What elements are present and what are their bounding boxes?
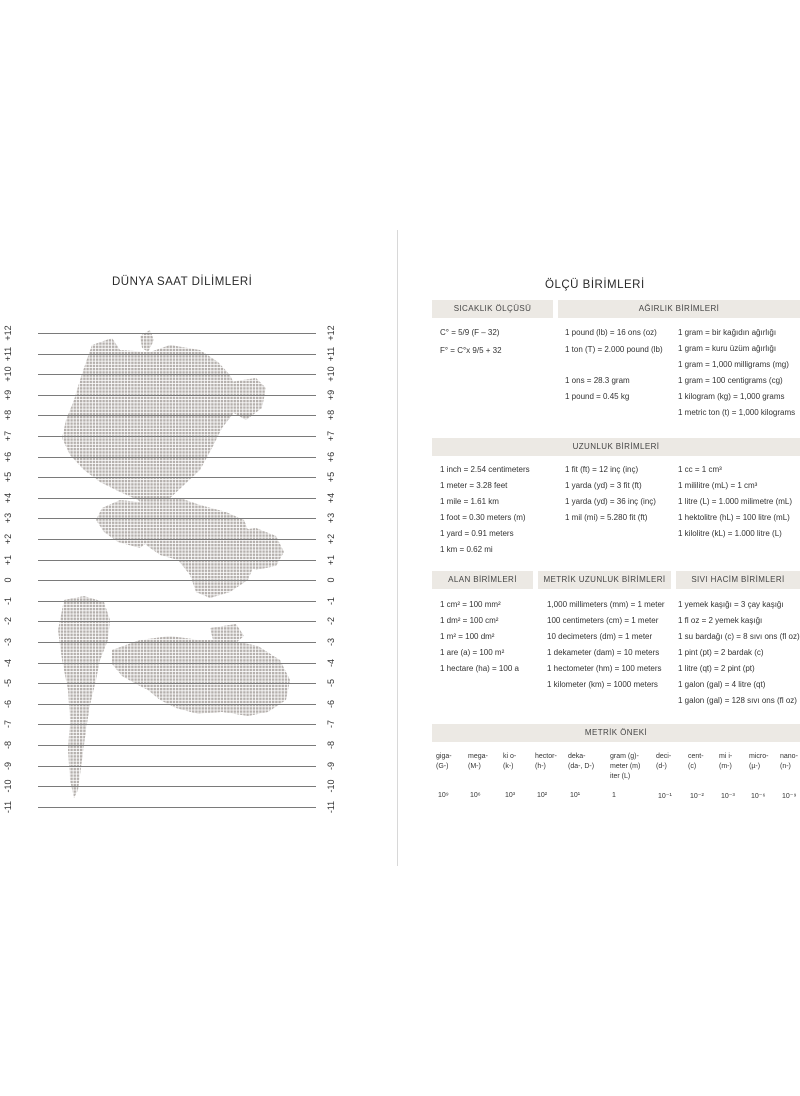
metric-prefix-name-line: meter (m) — [610, 763, 641, 770]
time-zone-line — [38, 333, 316, 334]
metric-prefix-name — [535, 752, 557, 772]
time-zone-label-right: +7 — [326, 430, 336, 442]
time-zone-label-left: +12 — [3, 325, 13, 341]
time-zone-label-right: -11 — [326, 800, 336, 813]
metric-prefix-value: 10⁻⁹ — [782, 793, 797, 800]
metric-prefix-name — [688, 752, 704, 772]
time-zone-line — [38, 415, 316, 416]
volume-conversion: 1 hektolitre (hL) = 100 litre (mL) — [678, 513, 790, 522]
time-zone-line — [38, 354, 316, 355]
length-conversion: 1 meter = 3.28 feet — [440, 481, 508, 490]
temperature-formula: F° = C°x 9/5 + 32 — [440, 346, 502, 355]
time-zone-line — [38, 807, 316, 808]
metric-prefix-name-line: ki o- — [503, 753, 517, 760]
metric-prefix-name-line: (µ-) — [749, 763, 761, 770]
time-zone-line — [38, 663, 316, 664]
metric-prefix-value: 10³ — [505, 792, 516, 799]
time-zone-label-right: +3 — [326, 513, 336, 524]
volume-conversion: 1 litre (L) = 1.000 milimetre (mL) — [678, 497, 793, 506]
south-america-landmass — [58, 596, 110, 798]
time-zone-label-left: -7 — [3, 720, 13, 729]
liquid-volume-conversion: 1 pint (pt) = 2 bardak (c) — [678, 648, 764, 657]
length-conversion: 1 fit (ft) = 12 inç (inç) — [565, 465, 639, 474]
time-zone-line — [38, 539, 316, 540]
time-zone-label-right: +11 — [326, 346, 336, 361]
europe-landmass — [96, 500, 150, 548]
metric-length-conversion: 10 decimeters (dm) = 1 meter — [547, 632, 653, 641]
weight-conversion: 1 gram = bir kağıdın ağırlığı — [678, 328, 777, 337]
metric-prefix-value: 10² — [537, 792, 548, 799]
weight-conversion: 1 pound = 0.45 kg — [565, 392, 630, 401]
time-zone-label-left: +4 — [3, 492, 13, 503]
time-zone-label-right: +8 — [326, 410, 336, 421]
time-zone-label-left: 0 — [3, 577, 13, 583]
time-zone-line — [38, 498, 316, 499]
metric-prefix-name — [468, 752, 488, 772]
metric-length-header: METRİK UZUNLUK BİRİMLERİ — [538, 571, 671, 589]
area-conversion: 1 cm² = 100 mm² — [440, 600, 501, 609]
time-zone-label-left: +2 — [3, 533, 13, 545]
time-zone-line — [38, 786, 316, 787]
time-zone-label-right: +2 — [326, 533, 336, 545]
metric-prefix-header: METRİK ÖNEKİ — [432, 724, 800, 742]
time-zone-label-right: -1 — [326, 596, 336, 605]
area-header: ALAN BİRİMLERİ — [432, 571, 533, 589]
metric-prefix-name-line: (G-) — [436, 763, 449, 770]
time-zone-label-left: -8 — [3, 740, 13, 750]
world-time-zones-title: DÜNYA SAAT DİLİMLERİ — [112, 276, 253, 288]
liquid-volume-conversion: 1 fl oz = 2 yemek kaşığı — [678, 616, 763, 625]
length-header: UZUNLUK BİRİMLERİ — [432, 438, 800, 456]
temperature-formula: C° = 5/9 (F – 32) — [440, 328, 500, 337]
time-zone-label-left: +7 — [3, 430, 13, 442]
time-zone-label-left: -2 — [3, 617, 13, 626]
volume-conversion: 1 cc = 1 cm³ — [678, 465, 722, 474]
time-zone-label-right: +6 — [326, 451, 336, 462]
metric-prefix-name-line: nano- — [780, 753, 798, 760]
time-zone-label-right: +5 — [326, 472, 336, 483]
time-zone-line — [38, 518, 316, 519]
time-zone-label-right: -10 — [326, 779, 336, 793]
length-conversion: 1 km = 0.62 mi — [440, 545, 493, 554]
time-zone-label-right: -7 — [326, 720, 336, 729]
time-zone-label-left: -4 — [3, 658, 13, 667]
time-zone-label-right: -8 — [326, 740, 336, 750]
area-conversion: 1 are (a) = 100 m² — [440, 648, 505, 657]
metric-length-conversion: 1 hectometer (hm) = 100 meters — [547, 664, 662, 673]
metric-prefix-name — [749, 752, 768, 772]
weight-conversion: 1 ton (T) = 2.000 pound (lb) — [565, 345, 663, 354]
metric-prefix-name-line: (c) — [688, 763, 697, 770]
time-zone-line — [38, 601, 316, 602]
weight-conversion: 1 gram = 1,000 milligrams (mg) — [678, 360, 789, 369]
time-zone-line — [38, 374, 316, 375]
time-zone-label-left: -1 — [3, 596, 13, 605]
area-conversion: 1 dm² = 100 cm² — [440, 616, 499, 625]
time-zone-label-right: +12 — [326, 325, 336, 341]
liquid-volume-conversion: 1 su bardağı (c) = 8 sıvı ons (fl oz) — [678, 632, 800, 641]
weight-conversion: 1 gram = kuru üzüm ağırlığı — [678, 344, 777, 353]
liquid-volume-conversion: 1 galon (gal) = 128 sıvı ons (fl oz) — [678, 696, 797, 705]
time-zone-label-left: -5 — [3, 679, 13, 688]
metric-prefix-value: 10⁻⁶ — [751, 793, 766, 800]
length-conversion: 1 yard = 0.91 meters — [440, 529, 514, 538]
weight-conversion: 1 gram = 100 centigrams (cg) — [678, 376, 783, 385]
weight-conversion: 1 pound (lb) = 16 ons (oz) — [565, 328, 657, 337]
time-zone-line — [38, 745, 316, 746]
metric-prefix-name — [503, 752, 516, 772]
area-conversion: 1 hectare (ha) = 100 a — [440, 664, 519, 673]
metric-prefix-name-line: (M-) — [468, 763, 481, 770]
measurement-units-title: ÖLÇÜ BİRİMLERİ — [545, 279, 645, 291]
metric-prefix-name-line: (m-) — [719, 763, 732, 770]
metric-prefix-value: 10¹ — [570, 792, 581, 799]
time-zone-label-right: +10 — [326, 366, 336, 382]
time-zone-label-right: -2 — [326, 617, 336, 626]
metric-prefix-name — [436, 752, 452, 772]
continents-graphic — [0, 0, 400, 820]
liquid-volume-conversion: 1 galon (gal) = 4 litre (qt) — [678, 680, 766, 689]
metric-prefix-name-line: cent- — [688, 753, 704, 760]
area-conversion: 1 m² = 100 dm² — [440, 632, 495, 641]
volume-conversion: 1 mililitre (mL) = 1 cm³ — [678, 481, 758, 490]
time-zone-label-right: -4 — [326, 658, 336, 667]
metric-prefix-name-line: giga- — [436, 753, 452, 760]
metric-prefix-name-line: mega- — [468, 753, 488, 760]
metric-prefix-name-line: (d-) — [656, 763, 667, 770]
length-conversion: 1 mile = 1.61 km — [440, 497, 499, 506]
liquid-volume-conversion: 1 litre (qt) = 2 pint (pt) — [678, 664, 755, 673]
time-zone-label-left: +10 — [3, 366, 13, 382]
time-zone-line — [38, 642, 316, 643]
time-zone-line — [38, 457, 316, 458]
metric-length-conversion: 1 dekameter (dam) = 10 meters — [547, 648, 660, 657]
weight-conversion: 1 metric ton (t) = 1,000 kilograms — [678, 408, 796, 417]
time-zone-label-left: -9 — [3, 761, 13, 770]
metric-prefix-value: 10⁻³ — [721, 793, 735, 800]
time-zone-label-right: 0 — [326, 577, 336, 583]
time-zone-label-left: -3 — [3, 637, 13, 647]
time-zone-line — [38, 580, 316, 581]
time-zone-line — [38, 560, 316, 561]
time-zone-label-left: +8 — [3, 410, 13, 421]
metric-prefix-name-line: gram (g)- — [610, 753, 639, 760]
length-conversion: 1 foot = 0.30 meters (m) — [440, 513, 526, 522]
time-zone-label-right: -5 — [326, 679, 336, 688]
time-zone-label-right: +4 — [326, 492, 336, 503]
metric-prefix-name-line: hector- — [535, 753, 557, 760]
time-zone-label-right: +9 — [326, 389, 336, 400]
time-zone-label-right: +1 — [326, 554, 336, 565]
volume-conversion: 1 kilolitre (kL) = 1.000 litre (L) — [678, 529, 782, 538]
metric-prefix-name-line: (da-, D-) — [568, 763, 595, 770]
metric-length-conversion: 100 centimeters (cm) = 1 meter — [547, 616, 659, 625]
time-zone-label-right: -6 — [326, 699, 336, 708]
time-zone-label-right: -3 — [326, 637, 336, 647]
time-zone-line — [38, 436, 316, 437]
asia-landmass — [62, 338, 238, 515]
time-zone-line — [38, 704, 316, 705]
metric-prefix-name-line: (k-) — [503, 763, 514, 770]
temperature-header: SICAKLIK ÖLÇÜSÜ — [432, 300, 553, 318]
metric-prefix-name — [656, 752, 671, 772]
time-zone-line — [38, 395, 316, 396]
metric-prefix-name — [568, 752, 594, 772]
metric-prefix-name-line: deci- — [656, 753, 672, 760]
time-zone-label-left: +3 — [3, 513, 13, 524]
length-conversion: 1 mil (mi) = 5.280 fit (ft) — [565, 513, 648, 522]
metric-prefix-name — [610, 752, 640, 782]
time-zone-line — [38, 724, 316, 725]
length-conversion: 1 inch = 2.54 centimeters — [440, 465, 530, 474]
liquid-volume-conversion: 1 yemek kaşığı = 3 çay kaşığı — [678, 600, 784, 609]
metric-prefix-value: 10⁻² — [690, 793, 704, 800]
metric-prefix-name-line: iter (L) — [610, 773, 631, 780]
metric-prefix-name — [719, 752, 732, 772]
time-zone-line — [38, 621, 316, 622]
time-zone-label-left: -6 — [3, 699, 13, 708]
time-zone-label-left: +11 — [3, 346, 13, 361]
metric-length-conversion: 1 kilometer (km) = 1000 meters — [547, 680, 658, 689]
liquid-volume-header: SIVI HACİM BİRİMLERİ — [676, 571, 800, 589]
metric-prefix-value: 10⁹ — [438, 792, 449, 799]
metric-prefix-name-line: deka- — [568, 753, 586, 760]
time-zone-label-left: -10 — [3, 779, 13, 793]
time-zone-line — [38, 766, 316, 767]
time-zone-label-left: +9 — [3, 389, 13, 400]
metric-prefix-value: 10⁶ — [470, 792, 481, 799]
weight-conversion: 1 ons = 28.3 gram — [565, 376, 630, 385]
time-zone-label-left: -11 — [3, 800, 13, 813]
metric-prefix-value: 10⁻¹ — [658, 793, 672, 800]
metric-prefix-name-line: (n-) — [780, 763, 791, 770]
time-zone-label-left: +1 — [3, 554, 13, 565]
time-zone-label-left: +6 — [3, 451, 13, 462]
length-conversion: 1 yarda (yd) = 3 fit (ft) — [565, 481, 642, 490]
metric-prefix-name-line: (h-) — [535, 763, 546, 770]
weight-header: AĞIRLIK BİRİMLERİ — [558, 300, 800, 318]
length-conversion: 1 yarda (yd) = 36 inç (inç) — [565, 497, 656, 506]
time-zone-line — [38, 477, 316, 478]
metric-prefix-name-line: mi i- — [719, 753, 733, 760]
metric-length-conversion: 1,000 millimeters (mm) = 1 meter — [547, 600, 665, 609]
time-zone-label-right: -9 — [326, 761, 336, 770]
time-zone-line — [38, 683, 316, 684]
metric-prefix-value: 1 — [612, 792, 616, 799]
weight-conversion: 1 kilogram (kg) = 1,000 grams — [678, 392, 785, 401]
metric-prefix-name — [780, 752, 798, 772]
metric-prefix-name-line: micro- — [749, 753, 769, 760]
time-zone-label-left: +5 — [3, 472, 13, 483]
